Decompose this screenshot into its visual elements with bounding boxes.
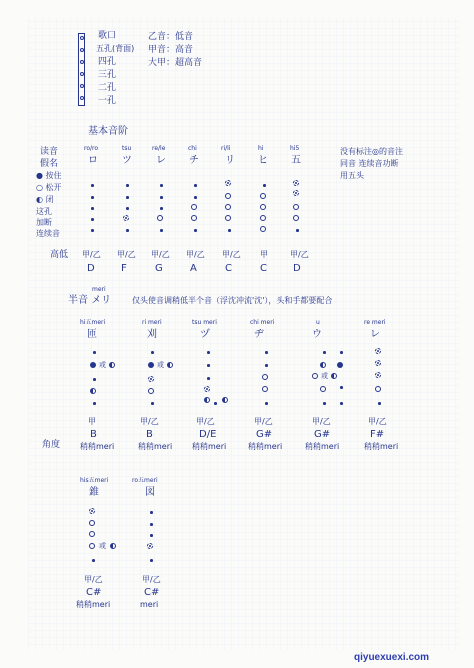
column-kana: レ (370, 329, 380, 340)
column-romaji: ri/li (221, 145, 231, 152)
open-hole-icon (89, 531, 95, 537)
closed-hole-icon (126, 229, 129, 232)
open-hole-icon (225, 193, 231, 199)
diagram-label: 三孔 (98, 70, 117, 80)
column-romaji: chi (188, 145, 197, 152)
or-label: 或 (157, 361, 164, 369)
column-romaji: ro/ro (84, 145, 99, 152)
half-hole-icon (148, 376, 154, 382)
open-hole-icon (375, 386, 381, 392)
pitch-note: G (155, 263, 163, 274)
open-hole-icon (260, 226, 266, 232)
open-hole-icon (191, 215, 197, 221)
degree-value: 稍稍meri (192, 442, 227, 451)
closed-hole-icon (340, 386, 343, 389)
column-kana: ヅ (200, 329, 210, 340)
row-header: ◐ 闭 (36, 195, 54, 204)
legend-item: 大甲：超高音 (148, 58, 203, 68)
column-romaji: ri meri (142, 319, 162, 326)
diagram-label: 一孔 (98, 96, 117, 106)
half-hole-icon (204, 397, 210, 403)
closed-hole-icon (150, 559, 153, 562)
closed-hole-icon (323, 351, 326, 354)
row-header: ○ 松开 (36, 183, 62, 192)
half-hole-icon (89, 508, 95, 514)
shakuhachi-diagram (78, 33, 85, 106)
hole-icon (80, 96, 84, 100)
column-kana: ヂ (254, 329, 264, 340)
closed-hole-icon (340, 402, 343, 405)
register-value: 甲/乙 (186, 250, 205, 259)
register-label: 高低 (50, 250, 69, 260)
column-romaji: tsu meri (192, 319, 217, 326)
closed-hole-icon (150, 523, 153, 526)
diagram-label: 四孔 (98, 57, 117, 67)
register-value: 甲/乙 (82, 250, 101, 259)
hole-icon (80, 36, 84, 40)
pitch-note: C# (144, 587, 160, 598)
open-hole-icon (293, 215, 299, 221)
half-hole-icon (375, 360, 381, 366)
register-value: 甲/乙 (222, 250, 241, 259)
column-romaji: ro五meri (132, 477, 158, 484)
section-description: 仅头使音调稍低半个音（浮沈冲流'沈'），头和手都要配合 (132, 296, 333, 305)
column-kana: チ (189, 155, 199, 166)
open-hole-icon (148, 388, 154, 394)
site-watermark: qiyuexuexi.com (354, 652, 430, 663)
closed-hole-icon (91, 218, 94, 221)
closed-hole-icon (160, 196, 163, 199)
row-header: ● 按住 (36, 171, 62, 180)
column-kana: 匝 (87, 329, 97, 340)
closed-hole-icon (265, 351, 268, 354)
hole-icon (80, 60, 84, 64)
pitch-note: C# (86, 587, 102, 598)
register-value: 甲/乙 (117, 250, 136, 259)
closed-hole-icon (160, 229, 163, 232)
hole-icon (80, 72, 84, 76)
pitch-note: C (260, 263, 267, 274)
closed-hole-icon (91, 229, 94, 232)
pitch-note: A (190, 263, 197, 274)
closed-hole-icon (228, 229, 231, 232)
pitch-note: F (121, 263, 127, 274)
closed-hole-icon (126, 184, 129, 187)
half-hole-icon (331, 373, 337, 379)
half-hole-icon (204, 386, 210, 392)
closed-hole-icon (93, 378, 96, 381)
open-hole-icon (225, 204, 231, 210)
closed-hole-icon (194, 184, 197, 187)
closed-hole-icon (323, 402, 326, 405)
column-romaji: hi5 (290, 145, 300, 152)
open-hole-icon (260, 193, 266, 199)
open-hole-icon (191, 204, 197, 210)
degree-value: 稍稍meri (248, 442, 283, 451)
register-value: 甲 (260, 250, 268, 259)
closed-hole-icon (207, 377, 210, 380)
degree-value: meri (140, 600, 159, 609)
column-romaji: chi meri (250, 319, 275, 326)
closed-hole-icon (160, 184, 163, 187)
open-hole-icon (293, 204, 299, 210)
closed-hole-icon (150, 534, 153, 537)
closed-hole-icon (90, 362, 96, 368)
closed-hole-icon (126, 196, 129, 199)
half-hole-icon (375, 372, 381, 378)
half-hole-icon (293, 190, 299, 196)
or-label: 或 (321, 372, 328, 380)
pitch-note: G# (314, 429, 331, 440)
note-text: 同音 连续音功断 (340, 159, 399, 168)
register-value: 甲/乙 (290, 250, 309, 259)
legend-item: 乙音：低音 (148, 32, 194, 42)
or-label: 或 (99, 542, 106, 550)
pitch-note: D (87, 263, 95, 274)
closed-hole-icon (296, 229, 299, 232)
closed-hole-icon (91, 184, 94, 187)
closed-hole-icon (263, 184, 266, 187)
register-value: 甲 (88, 417, 96, 426)
column-kana: 五 (291, 155, 301, 166)
half-hole-icon (147, 543, 153, 549)
half-hole-icon (293, 180, 299, 186)
open-hole-icon (157, 215, 163, 221)
closed-hole-icon (207, 364, 210, 367)
closed-hole-icon (265, 402, 268, 405)
half-hole-icon (222, 397, 228, 403)
hole-icon (80, 84, 84, 88)
open-hole-icon (225, 215, 231, 221)
column-romaji: hi五meri (80, 319, 106, 326)
heading-ruby: meri (92, 286, 106, 293)
closed-hole-icon (194, 229, 197, 232)
pitch-note: C (225, 263, 232, 274)
closed-hole-icon (378, 402, 381, 405)
row-header: 连续音 (36, 229, 60, 238)
closed-hole-icon (92, 559, 95, 562)
column-kana: 錐 (89, 487, 99, 498)
or-label: 或 (99, 361, 106, 369)
closed-hole-icon (150, 511, 153, 514)
row-header: 读音 (40, 147, 59, 157)
open-hole-icon (89, 543, 95, 549)
degree-value: 稍稍meri (364, 442, 399, 451)
column-kana: ロ (88, 155, 98, 166)
pitch-note: G# (256, 429, 273, 440)
closed-hole-icon (207, 351, 210, 354)
open-hole-icon (260, 204, 266, 210)
closed-hole-icon (91, 207, 94, 210)
closed-hole-icon (265, 364, 268, 367)
open-hole-icon (89, 520, 95, 526)
column-kana: リ (225, 155, 235, 166)
column-romaji: re/le (152, 145, 166, 152)
column-romaji: u (316, 319, 320, 326)
column-kana: ウ (312, 329, 322, 340)
open-hole-icon (312, 373, 318, 379)
pitch-note: B (90, 429, 97, 440)
row-header: 加断 (36, 218, 52, 227)
register-value: 甲/乙 (84, 575, 103, 584)
degree-value: 稍稍meri (138, 442, 173, 451)
column-romaji: hi (258, 145, 264, 152)
section-title: 半音 メリ (68, 295, 112, 306)
closed-hole-icon (151, 402, 154, 405)
register-value: 甲/乙 (254, 417, 273, 426)
half-hole-icon (375, 348, 381, 354)
closed-hole-icon (93, 351, 96, 354)
column-kana: ヒ (258, 155, 268, 166)
degree-value: 稍稍meri (80, 442, 115, 451)
column-romaji: tsu (122, 145, 132, 152)
closed-hole-icon (91, 196, 94, 199)
legend-item: 甲音：高音 (148, 45, 194, 55)
closed-hole-icon (194, 196, 197, 199)
diagram-label: 歌口 (98, 31, 117, 41)
open-hole-icon (262, 386, 268, 392)
row-header: 这孔 (36, 207, 52, 216)
register-value: 甲/乙 (312, 417, 331, 426)
half-hole-icon (90, 388, 96, 394)
column-kana: ツ (122, 155, 132, 166)
register-value: 甲/乙 (140, 417, 159, 426)
register-value: 甲/乙 (368, 417, 387, 426)
closed-hole-icon (93, 402, 96, 405)
register-value: 甲/乙 (142, 575, 161, 584)
closed-hole-icon (337, 362, 343, 368)
column-kana: レ (156, 155, 166, 166)
register-value: 甲/乙 (196, 417, 215, 426)
degree-value: 稍稍meri (76, 600, 111, 609)
diagram-label: 五孔(背面) (96, 44, 135, 53)
hole-icon (80, 48, 84, 52)
half-hole-icon (110, 543, 116, 549)
degree-label: 角度 (42, 440, 61, 450)
row-header: 假名 (40, 159, 59, 169)
half-hole-icon (320, 362, 326, 368)
diagram-label: 二孔 (98, 83, 117, 93)
register-value: 甲/乙 (151, 250, 170, 259)
closed-hole-icon (160, 207, 163, 210)
open-hole-icon (320, 386, 326, 392)
pitch-note: D (293, 263, 301, 274)
half-hole-icon (225, 180, 231, 186)
open-hole-icon (260, 215, 266, 221)
column-kana: 刈 (147, 329, 157, 340)
open-hole-icon (262, 374, 268, 380)
degree-value: 稍稍meri (305, 442, 340, 451)
closed-hole-icon (340, 351, 343, 354)
column-romaji: re meri (364, 319, 386, 326)
note-text: 用五头 (340, 171, 364, 180)
section-title: 基本音阶 (88, 126, 128, 137)
closed-hole-icon (214, 402, 217, 405)
column-kana: 図 (145, 487, 155, 498)
pitch-note: B (146, 429, 153, 440)
pitch-note: F# (370, 429, 385, 440)
closed-hole-icon (126, 207, 129, 210)
note-text: 没有标注◎的音注 (340, 147, 403, 156)
half-hole-icon (123, 215, 129, 221)
closed-hole-icon (151, 351, 154, 354)
pitch-note: D/E (199, 429, 217, 440)
column-romaji: his五meri (80, 477, 109, 484)
half-hole-icon (167, 362, 173, 368)
closed-hole-icon (148, 362, 154, 368)
half-hole-icon (109, 362, 115, 368)
